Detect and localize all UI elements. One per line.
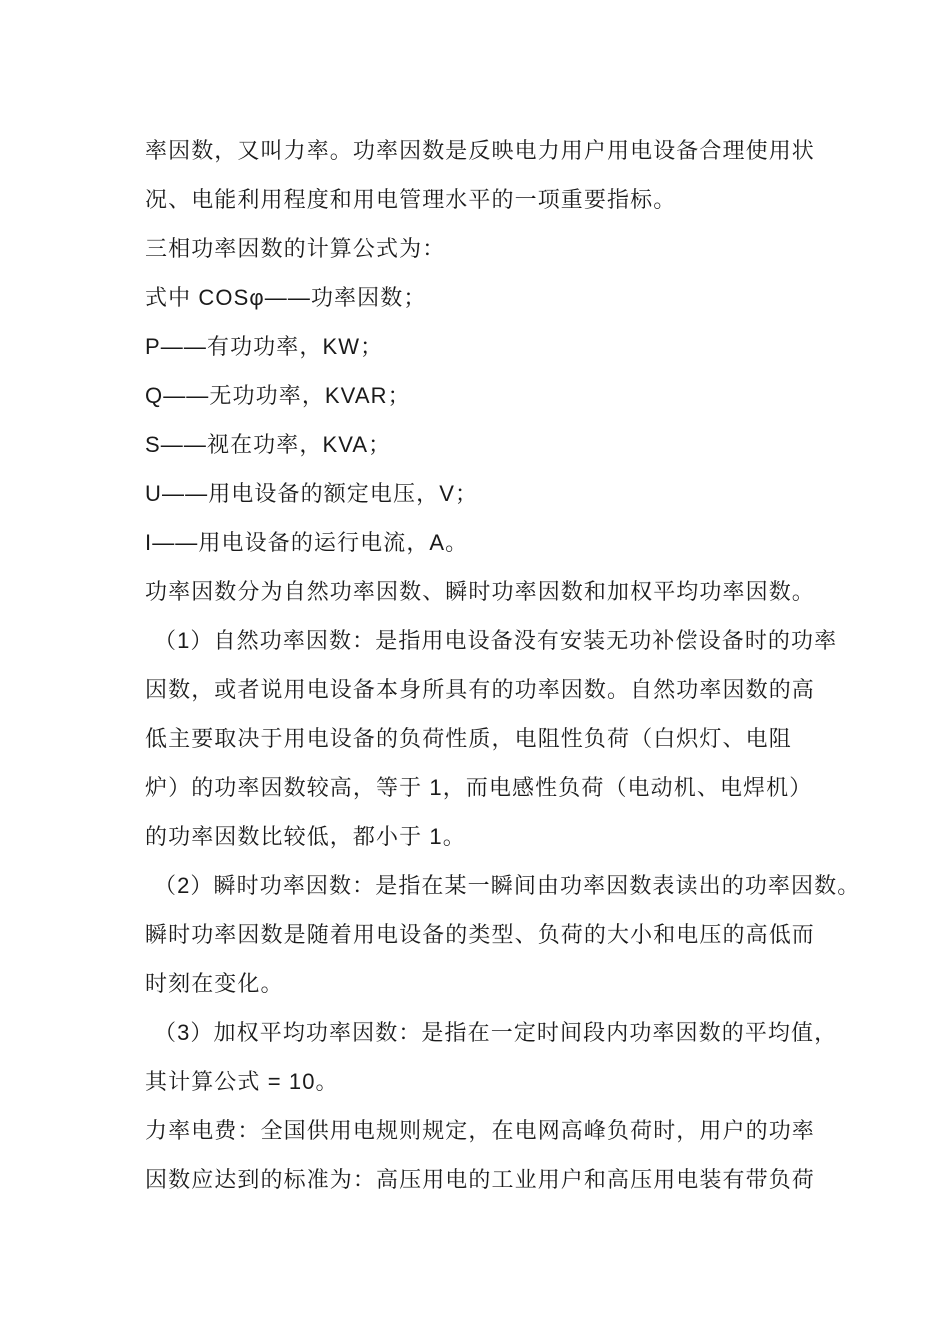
text-line: P——有功功率，KW；	[145, 334, 384, 359]
text-line: 炉）的功率因数较高，等于 1，而电感性负荷（电动机、电焊机）	[145, 775, 813, 800]
text-line: 的功率因数比较低，都小于 1。	[145, 824, 466, 849]
text-line: 率因数，又叫力率。功率因数是反映电力用户用电设备合理使用状	[145, 138, 815, 163]
text-line: 力率电费：全国供用电规则规定，在电网高峰负荷时，用户的功率	[145, 1118, 815, 1143]
text-line: （3）加权平均功率因数：是指在一定时间段内功率因数的平均值，	[154, 1020, 838, 1045]
text-line: 瞬时功率因数是随着用电设备的类型、负荷的大小和电压的高低而	[145, 922, 815, 947]
text-line: 低主要取决于用电设备的负荷性质，电阻性负荷（白炽灯、电阻	[145, 726, 792, 751]
text-line: 其计算公式 = 10。	[145, 1069, 339, 1094]
text-line: U——用电设备的额定电压，V；	[145, 481, 479, 506]
text-line: 因数应达到的标准为：高压用电的工业用户和高压用电装有带负荷	[145, 1167, 815, 1192]
text-line: （1）自然功率因数：是指用电设备没有安装无功补偿设备时的功率	[154, 628, 838, 653]
text-line: 因数，或者说用电设备本身所具有的功率因数。自然功率因数的高	[145, 677, 815, 702]
text-line: 式中 COSφ——功率因数；	[145, 285, 427, 310]
text-line: I——用电设备的运行电流，A。	[145, 530, 469, 555]
text-line: S——视在功率，KVA；	[145, 432, 392, 457]
text-line: 功率因数分为自然功率因数、瞬时功率因数和加权平均功率因数。	[145, 579, 815, 604]
text-line: 况、电能利用程度和用电管理水平的一项重要指标。	[145, 187, 677, 212]
text-line: 三相功率因数的计算公式为：	[145, 236, 446, 261]
text-line: Q——无功功率，KVAR；	[145, 383, 411, 408]
text-line: （2）瞬时功率因数：是指在某一瞬间由功率因数表读出的功率因数。	[154, 873, 861, 898]
text-line: 时刻在变化。	[145, 971, 284, 996]
